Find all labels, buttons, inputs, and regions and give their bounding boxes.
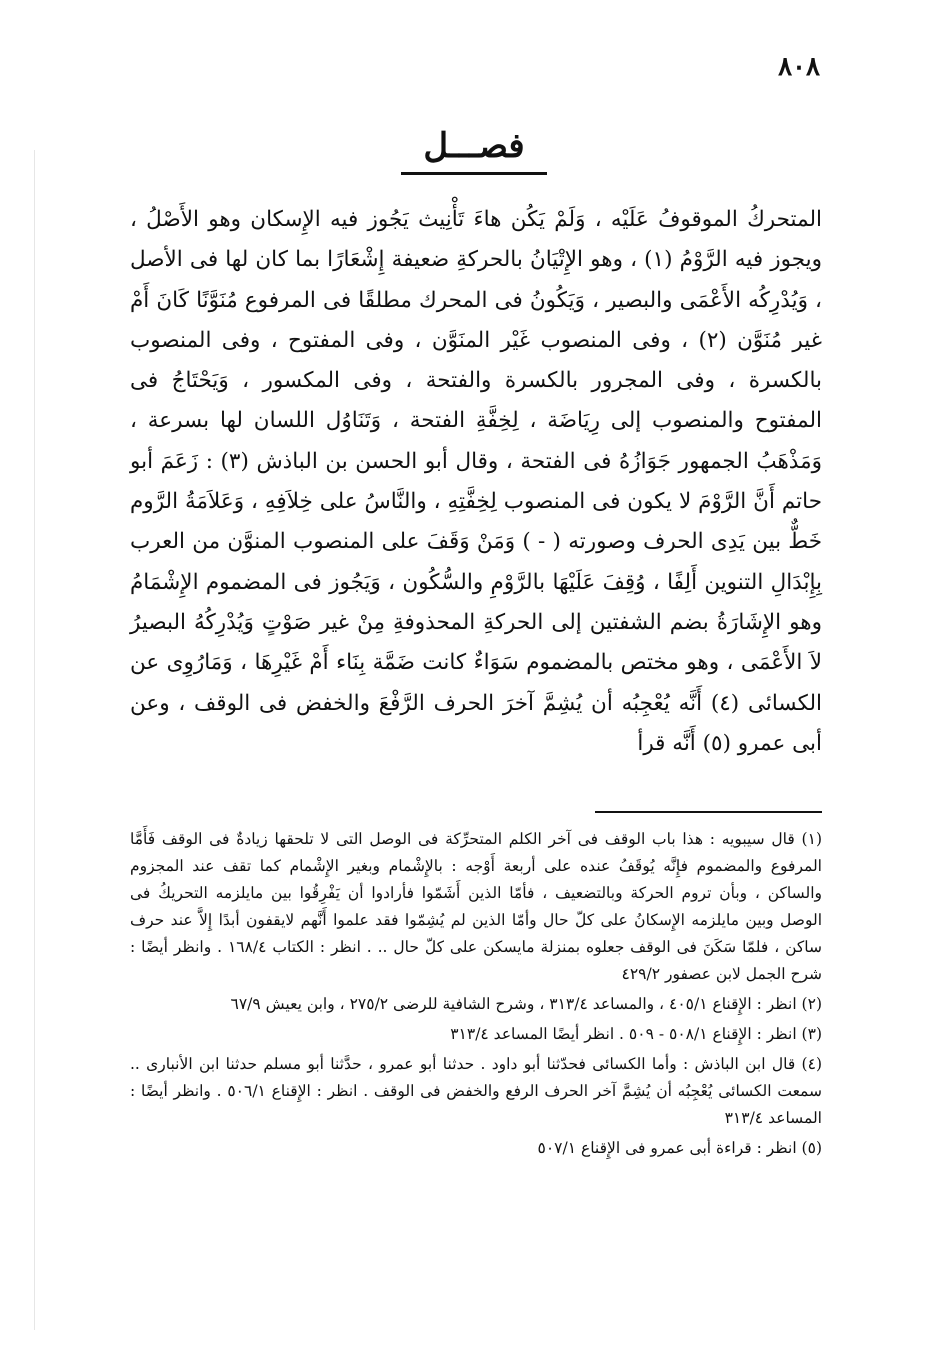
footnotes-section bbox=[130, 826, 822, 1165]
page-number: ٨٠٨ bbox=[778, 52, 820, 82]
footnote-1: (١) قال سيبويه : هذا باب الوقف فى آخر الكلم المتحرِّكة فى الوصل التى لا تلحقها زيادةٌ فى الوقف فَأَمَّا المرفوع والمضموم فإِنَّه يُوقَفُ عنده على أربعة أَوْجه : بالإِشْمام وبغير الإِشْمام كما تقف عند المجزوم والساكن ، وبأن تروم الحركة وبالتضعيف ، فأمّا الذين أَشَمّوا فأرادوا أن يَفْرِقُوا بين مايلزمه التحريكُ فى الوصل وبين مايلزمه الإِسكانُ على كلّ حال وأمّا الذين لم يُشِمّوا فقد علموا أَنَّهم لايقفون أبدًا إِلاَّ عند حرف ساكن ، فلمّا سَكَنَ فى الوقف جعلوه بمنزلة مايسكن على كلّ حال .. . انظر : الكتاب ١٦٨/٤ . وانظر أيضًا : شرح الجمل لابن عصفور ٤٢٩/٢ bbox=[130, 830, 823, 983]
footnote-3: (٣) انظر : الإِقناع ٥٠٨/١ - ٥٠٩ . انظر أيضًا المساعد ٣١٣/٤ bbox=[450, 1025, 822, 1043]
footnote-5: (٥) انظر : قراءة أبى عمرو فى الإِقناع ٥٠٧/١ bbox=[537, 1139, 822, 1157]
footnote-2: (٢) انظر : الإِقناع ٤٠٥/١ ، والمساعد ٣١٣/٤ ، وشرح الشافية للرضى ٢٧٥/٢ ، وابن يعيش ٦٧/٩ bbox=[230, 995, 822, 1013]
footnote-4: (٤) قال ابن الباذش : وأما الكسائى فحدّثنا أبو داود . حدثنا أبو عمرو ، حدَّثنا أبو مسلم حدثنا ابن الأنبارى .. سمعت الكسائى يُعْجِبُه أن يُشِمَّ آخر الحرف الرفع والخفض فى الوقف . انظر : الإِقناع ٥٠٦/١ . وانظر أيضًا : المساعد ٣١٣/٤ bbox=[130, 1055, 822, 1127]
page-edge-shadow bbox=[34, 150, 35, 1330]
section-heading bbox=[0, 126, 948, 175]
footnote-separator bbox=[595, 811, 822, 813]
section-heading-text: فصـــل bbox=[401, 126, 546, 175]
main-body-paragraph: المتحركُ الموقوفُ عَلَيْه ، وَلَمْ يَكُن هاءَ تَأْنِيث يَجُوز فيه الإِسكان وهو الأَصْلُ ، ويجوز فيه الرَّوْمُ (١) ، وهو الإِتْيَانُ بالحركةِ ضعيفة إِشْعَارًا بما كان لها فى الأصل ، وَيُدْرِكُه الأَعْمَى والبصير ، وَيَكُونُ فى المحرك مطلقًا فى المرفوع مُنَوَّنًا كَانَ أَمْ غير مُنَوَّن (٢) ، وفى المنصوب غَيْر المنَوَّن ، وفى المفتوح ، وفى المنصوب بالكسرة ، وفى المجرور بالكسرة والفتحة ، وفى المكسور ، وَيَحْتَاجُ فى المفتوح والمنصوب إلى رِيَاضَة ، لِخِفَّةِ الفتحة ، وَتَنَاوُل اللسان لها بسرعة ، وَمَذْهَبُ الجمهور جَوَازُهُ فى الفتحة ، وقال أبو الحسن بن الباذش (٣) : زَعَمَ أبو حاتم أَنَّ الرَّوْمَ لا يكون فى المنصوب لِخِفَّتِهِ ، والنَّاسُ على خِلاَفِهِ ، وَعَلاَمَةُ الرَّوم خَطٌّ بين يَدِى الحرف وصورته ( - ) وَمَنْ وَقَفَ على المنصوب المنوَّن من العرب بِإِبْدَالِ التنوين أَلِفًا ، وُقِفَ عَلَيْهَا بالرَّوْمِ والسُّكُون ، وَيَجُوز فى المضموم الإِشْمَامُ وهو الإِشَارَةُ بضم الشفتين إلى الحركةِ المحذوفةِ مِنْ غير صَوْتٍ وَيُدْرِكُهُ البصيرُ لاَ الأَعْمَى ، وهو مختص بالمضموم سَوَاءٌ كانت ضَمَّة بِنَاء أَمْ غَيْرِهَا ، وَمَارُوِى عن الكسائى (٤) أَنَّه يُعْجِبُه أن يُشِمَّ آخرَ الحرف الرَّفْعَ والخفض فى الوقف ، وعن أبى عمرو (٥) أَنَّه قرأ bbox=[130, 207, 822, 756]
